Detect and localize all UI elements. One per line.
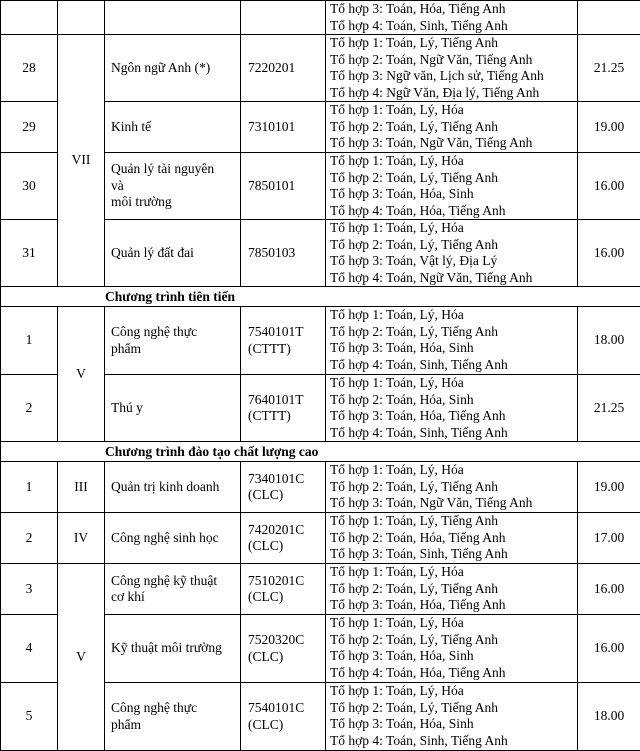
row-number: 4 bbox=[1, 615, 58, 683]
combination-line: Tổ hợp 4: Toán, Hóa, Tiếng Anh bbox=[330, 665, 577, 682]
combination-line: Tổ hợp 1: Toán, Lý, Hóa bbox=[330, 683, 577, 700]
subject-combinations bbox=[326, 513, 578, 564]
combination-line: Tổ hợp 3: Toán, Hóa, Sinh bbox=[330, 340, 577, 357]
combination-line: Tổ hợp 1: Toán, Lý, Hóa bbox=[330, 307, 577, 324]
cutoff-score: 16.00 bbox=[578, 564, 640, 615]
major-code: 7540101C (CLC) bbox=[241, 683, 326, 751]
cutoff-score: 18.00 bbox=[578, 307, 640, 375]
major-name: Kinh tế bbox=[105, 102, 241, 153]
subject-combinations bbox=[326, 375, 578, 442]
cutoff-score: 18.00 bbox=[578, 683, 640, 751]
major-code: 7850101 bbox=[241, 153, 326, 220]
table-row bbox=[1, 564, 640, 615]
subject-combinations bbox=[326, 1, 578, 35]
combination-line: Tổ hợp 4: Ngữ Văn, Địa lý, Tiếng Anh bbox=[330, 85, 577, 102]
section-title: Chương trình tiên tiến bbox=[1, 287, 640, 307]
cutoff-score: 19.00 bbox=[578, 102, 640, 153]
cutoff-score: 16.00 bbox=[578, 153, 640, 220]
major-name: Ngôn ngữ Anh (*) bbox=[105, 35, 241, 102]
major-name: Quản trị kinh doanh bbox=[105, 462, 241, 513]
combination-line: Tổ hợp 1: Toán, Lý, Tiếng Anh bbox=[330, 513, 577, 530]
combination-line: Tổ hợp 3: Toán, Hóa, Tiếng Anh bbox=[330, 597, 577, 614]
combination-line: Tổ hợp 2: Toán, Hóa, Sinh bbox=[330, 392, 577, 409]
major-code: 7340101C (CLC) bbox=[241, 462, 326, 513]
major-code: 7310101 bbox=[241, 102, 326, 153]
table-row bbox=[1, 35, 640, 102]
major-name: Công nghệ kỹ thuật cơ khí bbox=[105, 564, 241, 615]
combination-line: Tổ hợp 2: Toán, Lý, Tiếng Anh bbox=[330, 632, 577, 649]
combination-line: Tổ hợp 1: Toán, Lý, Hóa bbox=[330, 153, 577, 170]
combination-line: Tổ hợp 1: Toán, Lý, Tiếng Anh bbox=[330, 35, 577, 52]
row-number: 1 bbox=[1, 307, 58, 375]
group-khoi: V bbox=[58, 564, 105, 751]
cutoff-score: 19.00 bbox=[578, 462, 640, 513]
row-number: 30 bbox=[1, 153, 58, 220]
combination-line: Tổ hợp 2: Toán, Lý, Tiếng Anh bbox=[330, 700, 577, 717]
combination-line: Tổ hợp 3: Toán, Ngữ Văn, Tiếng Anh bbox=[330, 495, 577, 512]
section-row bbox=[1, 442, 640, 462]
cutoff-score: 16.00 bbox=[578, 220, 640, 287]
combination-line: Tổ hợp 1: Toán, Lý, Hóa bbox=[330, 564, 577, 581]
cutoff-score: 21.25 bbox=[578, 375, 640, 442]
combination-line: Tổ hợp 1: Toán, Lý, Hóa bbox=[330, 102, 577, 119]
combination-line: Tổ hợp 3: Toán, Hóa, Sinh bbox=[330, 648, 577, 665]
subject-combinations bbox=[326, 683, 578, 751]
table-row bbox=[1, 307, 640, 375]
major-code: 7640101T (CTTT) bbox=[241, 375, 326, 442]
row-number: 28 bbox=[1, 35, 58, 102]
combination-line: Tổ hợp 2: Toán, Ngữ Văn, Tiếng Anh bbox=[330, 52, 577, 69]
combination-line: Tổ hợp 2: Toán, Lý, Tiếng Anh bbox=[330, 581, 577, 598]
combination-line: Tổ hợp 4: Toán, Sinh, Tiếng Anh bbox=[330, 357, 577, 374]
row-number: 3 bbox=[1, 564, 58, 615]
combination-line: Tổ hợp 1: Toán, Lý, Hóa bbox=[330, 462, 577, 479]
group-khoi: III bbox=[58, 462, 105, 513]
combination-line: Tổ hợp 1: Toán, Lý, Hóa bbox=[330, 615, 577, 632]
row-number: 5 bbox=[1, 683, 58, 751]
row-number: 31 bbox=[1, 220, 58, 287]
group-khoi: VII bbox=[58, 35, 105, 287]
major-name: Công nghệ thực phẩm bbox=[105, 683, 241, 751]
combination-line: Tổ hợp 3: Toán, Vật lý, Địa Lý bbox=[330, 253, 577, 270]
subject-combinations bbox=[326, 564, 578, 615]
row-number: 29 bbox=[1, 102, 58, 153]
major-code: 7520320C (CLC) bbox=[241, 615, 326, 683]
combination-line: Tổ hợp 3: Toán, Hóa, Sinh bbox=[330, 186, 577, 203]
combination-line: Tổ hợp 3: Toán, Hóa, Tiếng Anh bbox=[330, 1, 577, 18]
combination-line: Tổ hợp 3: Toán, Hóa, Sinh bbox=[330, 716, 577, 733]
subject-combinations bbox=[326, 35, 578, 102]
group-khoi: IV bbox=[58, 513, 105, 564]
combination-line: Tổ hợp 4: Toán, Sinh, Tiếng Anh bbox=[330, 733, 577, 750]
major-code: 7420201C (CLC) bbox=[241, 513, 326, 564]
cutoff-score: 16.00 bbox=[578, 615, 640, 683]
major-name: Thú y bbox=[105, 375, 241, 442]
table-row bbox=[1, 462, 640, 513]
major-code: 7850103 bbox=[241, 220, 326, 287]
major-code: 7510201C (CLC) bbox=[241, 564, 326, 615]
major-name: Quản lý đất đai bbox=[105, 220, 241, 287]
combination-line: Tổ hợp 1: Toán, Lý, Hóa bbox=[330, 220, 577, 237]
combination-line: Tổ hợp 2: Toán, Lý, Tiếng Anh bbox=[330, 119, 577, 136]
combination-line: Tổ hợp 2: Toán, Lý, Tiếng Anh bbox=[330, 170, 577, 187]
subject-combinations bbox=[326, 615, 578, 683]
section-title: Chương trình đào tạo chất lượng cao bbox=[1, 442, 640, 462]
group-khoi: V bbox=[58, 307, 105, 442]
section-row bbox=[1, 287, 640, 307]
cutoff-score: 21.25 bbox=[578, 35, 640, 102]
combination-line: Tổ hợp 4: Toán, Sinh, Tiếng Anh bbox=[330, 18, 577, 35]
major-name: Kỹ thuật môi trường bbox=[105, 615, 241, 683]
cutoff-score: 17.00 bbox=[578, 513, 640, 564]
combination-line: Tổ hợp 3: Toán, Hóa, Tiếng Anh bbox=[330, 408, 577, 425]
subject-combinations bbox=[326, 220, 578, 287]
combination-line: Tổ hợp 2: Toán, Hóa, Tiếng Anh bbox=[330, 530, 577, 547]
major-name: Công nghệ sinh học bbox=[105, 513, 241, 564]
combination-line: Tổ hợp 2: Toán, Lý, Tiếng Anh bbox=[330, 237, 577, 254]
combination-line: Tổ hợp 3: Ngữ văn, Lịch sử, Tiếng Anh bbox=[330, 68, 577, 85]
combination-line: Tổ hợp 4: Toán, Ngữ Văn, Tiếng Anh bbox=[330, 270, 577, 287]
major-name: Công nghệ thực phẩm bbox=[105, 307, 241, 375]
table-row-fragment bbox=[1, 1, 640, 35]
subject-combinations bbox=[326, 153, 578, 220]
combination-line: Tổ hợp 2: Toán, Lý, Tiếng Anh bbox=[330, 324, 577, 341]
major-code: 7220201 bbox=[241, 35, 326, 102]
combination-line: Tổ hợp 3: Toán, Ngữ Văn, Tiếng Anh bbox=[330, 135, 577, 152]
subject-combinations bbox=[326, 102, 578, 153]
combination-line: Tổ hợp 2: Toán, Lý, Tiếng Anh bbox=[330, 479, 577, 496]
row-number: 2 bbox=[1, 513, 58, 564]
table-row bbox=[1, 513, 640, 564]
row-number: 1 bbox=[1, 462, 58, 513]
combination-line: Tổ hợp 4: Toán, Hóa, Tiếng Anh bbox=[330, 203, 577, 220]
combination-line: Tổ hợp 3: Toán, Sinh, Tiếng Anh bbox=[330, 546, 577, 563]
subject-combinations bbox=[326, 462, 578, 513]
subject-combinations bbox=[326, 307, 578, 375]
combination-line: Tổ hợp 4: Toán, Sinh, Tiếng Anh bbox=[330, 425, 577, 442]
major-code: 7540101T (CTTT) bbox=[241, 307, 326, 375]
row-number: 2 bbox=[1, 375, 58, 442]
combination-line: Tổ hợp 1: Toán, Lý, Hóa bbox=[330, 375, 577, 392]
major-name: Quản lý tài nguyên và môi trường bbox=[105, 153, 241, 220]
